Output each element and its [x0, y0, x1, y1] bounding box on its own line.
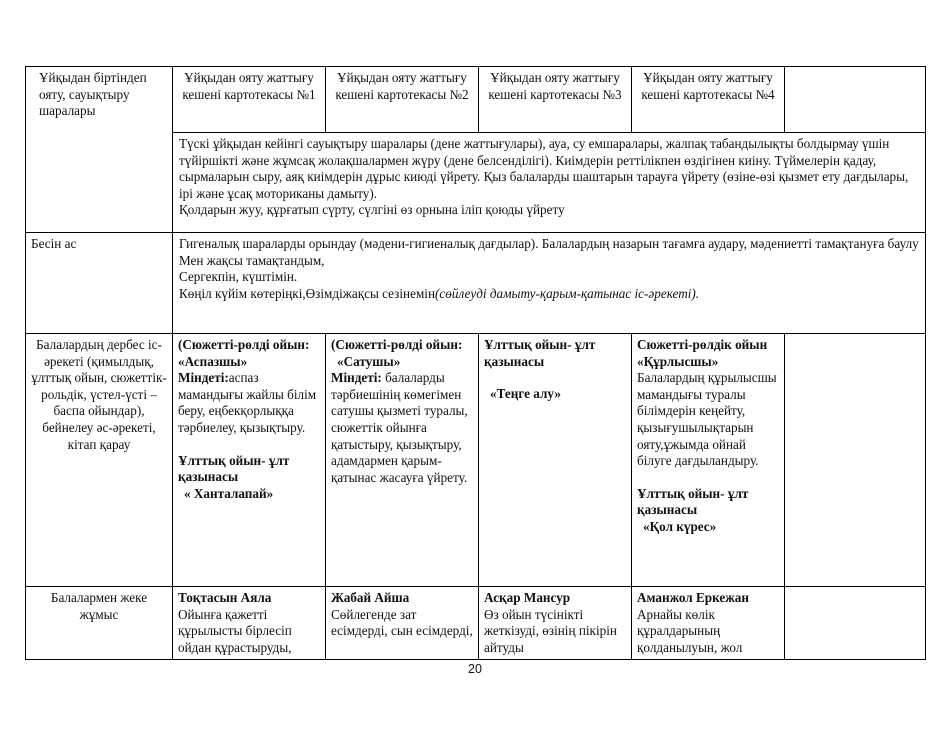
- activity-4-task: Балалардың құрылысшы мамандығы туралы білімдерін кеңейту, қызығушылықтарын ояту,ұжымда ойнай білуге дағдыландыру.: [637, 370, 777, 469]
- wake-card-1: [173, 67, 326, 133]
- individual-col-4: [632, 587, 785, 660]
- activity-1-task: аспаз мамандығы жайлы білім беру, еңбекқорлыққа тәрбиелеу, қызықтыру.: [178, 370, 317, 435]
- activity-4-title: Сюжетті-рөлдік ойын: [637, 337, 768, 352]
- wake-description-text-2: Қолдарын жуу, құрғатып сүрту, сүлгіні өз орнына іліп қоюды үйрету: [179, 202, 565, 218]
- wake-description-text: Түскі ұйқыдан кейінгі сауықтыру шаралары (дене жаттығулары), ауа, су емшаралары, жалпақ табандылықты болдырмау үшін түйіршікті және жұмсақ жолақшалармен жүру (дене белсенділігі). Киімдерін реттілікпен өздігінен киіну. Түймелерін қадау, сырмаларын сыру, аяқ киімдерін дұрыс киюді үйрету. Қыз балаларды шаштарын тарауға үйрету (өзіне-өзі қызмет ету дағдылары, ірі және ұсақ моториканы дамыту).: [179, 136, 909, 201]
- activity-4-game-title: Ұлттық ойын- ұлт қазынасы: [637, 485, 749, 518]
- individual-3-name: Асқар Мансур: [484, 590, 571, 605]
- wake-description: [173, 133, 926, 233]
- snack-line-2: Мен жақсы тамақтандым,: [179, 252, 325, 268]
- snack-line-3: Сергекпін, күштімін.: [179, 269, 298, 285]
- activity-row: [26, 334, 926, 587]
- activity-2-name: «Сатушы»: [337, 353, 401, 369]
- individual-4-name: Аманжол Еркежан: [637, 590, 749, 605]
- individual-col-2: [326, 587, 479, 660]
- individual-2-name: Жабай Айша: [331, 590, 410, 605]
- wake-empty-cell: [785, 67, 926, 133]
- activity-4-game-name: «Қол күрес»: [643, 518, 717, 534]
- wake-row: [26, 67, 926, 133]
- activity-1-title: (Сюжетті-рөлді ойын: «Аспазшы»: [178, 337, 310, 369]
- individual-label: [26, 587, 173, 660]
- snack-line-4-italic: (сөйлеуді дамыту-қарым-қатынас іс-әрекеті).: [435, 285, 700, 301]
- activity-3-name: «Теңге алу»: [490, 386, 561, 402]
- individual-1-text: Ойынға қажетті құрылысты бірлесіп ойдан құрастыруды,: [178, 606, 292, 655]
- activity-col-3: [479, 334, 632, 587]
- wake-card-2-text: Ұйқыдан ояту жаттығу кешені картотекасы №2: [335, 70, 469, 102]
- schedule-table: [25, 66, 926, 660]
- individual-label-text: Балалармен жеке жұмыс: [50, 590, 148, 622]
- activity-label: [26, 334, 173, 587]
- individual-row: [26, 587, 926, 660]
- wake-label-text: Ұйқыдан біртіндеп ояту, сауықтыру шаралары: [39, 70, 147, 119]
- individual-1-name: Тоқтасын Аяла: [178, 590, 272, 605]
- snack-description: [173, 233, 926, 334]
- snack-label: [26, 233, 173, 334]
- individual-col-1: [173, 587, 326, 660]
- snack-line-1: Гигеналық шараларды орындау (мәдени-гигиеналық дағдылар). Балалардың назарын тағамға аудару, мәдениетті тамақтануға баулу: [179, 236, 919, 251]
- activity-1-game-name: « Ханталапай»: [184, 485, 274, 501]
- wake-card-3: [479, 67, 632, 133]
- activity-col-2: [326, 334, 479, 587]
- activity-2-task: балаларды тәрбиешінің көмегімен сатушы қызметі туралы, сюжеттік ойынға қатыстыру, қызықтыру, адамдармен қарым-қатынас жасауға үйрету.: [331, 370, 468, 485]
- activity-2-title: (Сюжетті-рөлді ойын:: [331, 337, 463, 352]
- wake-card-2: [326, 67, 479, 133]
- wake-label: [26, 67, 173, 233]
- wake-card-4: [632, 67, 785, 133]
- activity-col-4: [632, 334, 785, 587]
- activity-empty-cell: [785, 334, 926, 587]
- activity-col-1: [173, 334, 326, 587]
- snack-label-text: Бесін ас: [31, 236, 77, 251]
- wake-card-3-text: Ұйқыдан ояту жаттығу кешені картотекасы №3: [488, 70, 622, 102]
- individual-4-text: Арнайы көлік құралдарының қолданылуын, жол: [637, 606, 743, 655]
- activity-label-text: Балалардың дербес іс-әрекеті (қимылдық, ұлттық ойын, сюжеттік-рольдік, үстел-үсті –баспа ойындар), бейнелеу әс-әрекеті, кітап қарау: [31, 337, 167, 452]
- activity-3-title: Ұлттық ойын- ұлт қазынасы: [484, 337, 596, 369]
- individual-3-text: Өз ойын түсінікті жеткізуді, өзінің пікірін айтуды: [484, 606, 617, 655]
- wake-card-1-text: Ұйқыдан ояту жаттығу кешені картотекасы №1: [182, 70, 316, 102]
- snack-line-4: Көңіл күйім көтеріңкі,Өзімдіжақсы сезінемін: [179, 285, 436, 301]
- activity-1-task-label: Міндеті:: [178, 370, 229, 386]
- activity-4-name: «Құрлысшы»: [637, 353, 719, 369]
- activity-1-game-title: Ұлттық ойын- ұлт қазынасы: [178, 452, 290, 485]
- activity-2-task-label: Міндеті:: [331, 370, 382, 386]
- individual-empty-cell: [785, 587, 926, 660]
- snack-row: [26, 233, 926, 334]
- individual-col-3: [479, 587, 632, 660]
- individual-2-text: Сөйлегенде зат есімдерді, сын есімдерді,: [331, 606, 473, 639]
- wake-card-4-text: Ұйқыдан ояту жаттығу кешені картотекасы №4: [641, 70, 775, 102]
- page-number: 20: [468, 662, 482, 676]
